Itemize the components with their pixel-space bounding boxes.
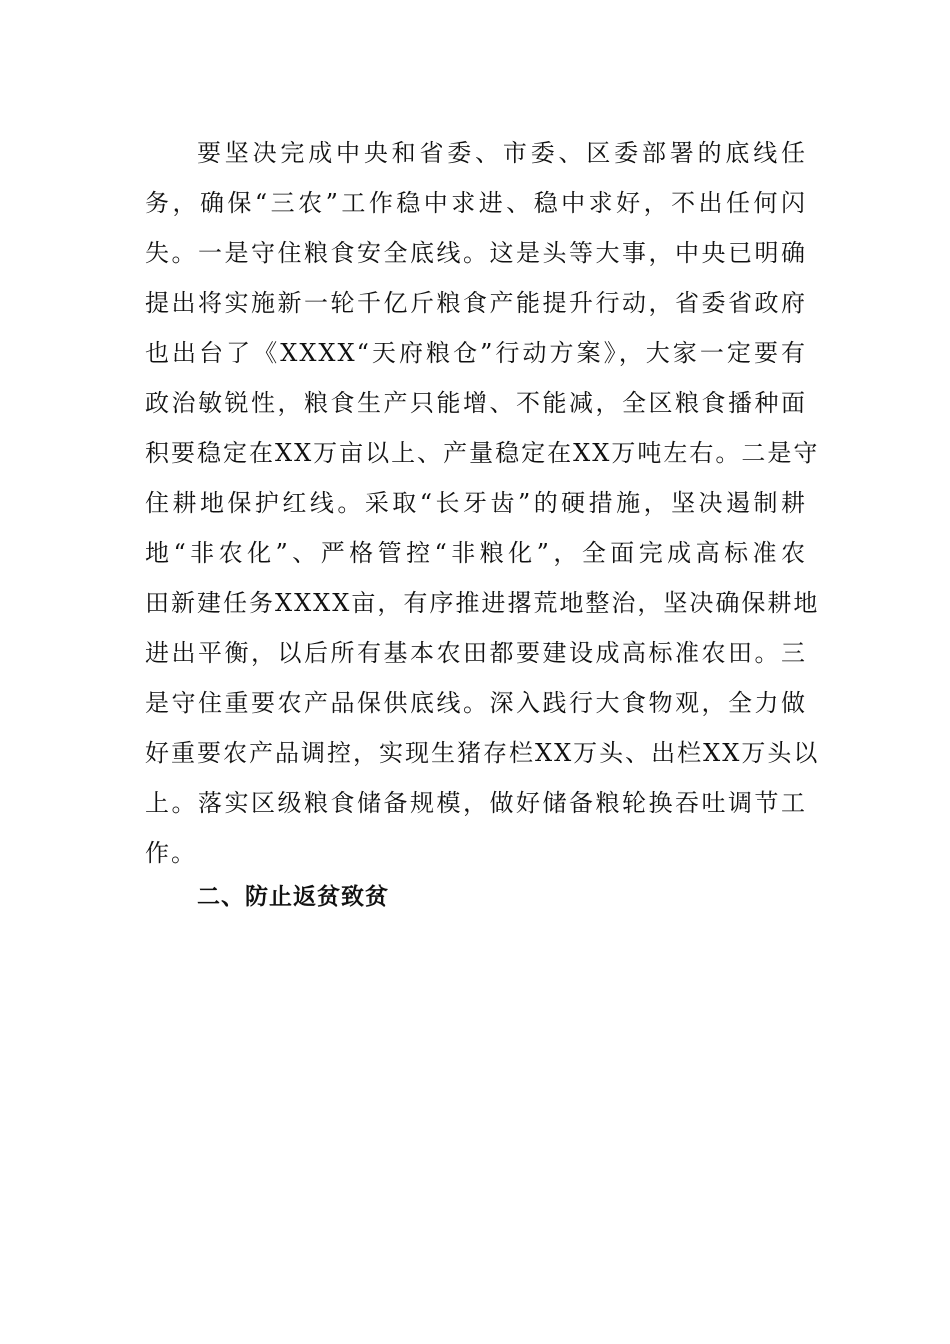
paragraph-line: 住耕地保护红线。采取“长牙齿”的硬措施，坚决遏制耕	[145, 489, 807, 517]
paragraph-line: 作。	[145, 839, 197, 867]
paragraph-line: 积要稳定在XX万亩以上、产量稳定在XX万吨左右。二是守	[145, 439, 820, 467]
paragraph-line: 提出将实施新一轮千亿斤粮食产能提升行动，省委省政府	[145, 289, 807, 317]
paragraph-line: 上。落实区级粮食储备规模，做好储备粮轮换吞吐调节工	[145, 789, 807, 817]
body-paragraph	[145, 128, 820, 878]
paragraph-line: 务，确保“三农”工作稳中求进、稳中求好，不出任何闪	[145, 189, 807, 217]
section-heading: 二、防止返贫致贫	[197, 884, 389, 910]
paragraph-line: 政治敏锐性，粮食生产只能增、不能减，全区粮食播种面	[145, 389, 807, 417]
paragraph-line: 是守住重要农产品保供底线。深入践行大食物观，全力做	[145, 689, 807, 717]
paragraph-line: 地“非农化”、严格管控“非粮化”，全面完成高标准农	[145, 539, 807, 567]
paragraph-line: 进出平衡，以后所有基本农田都要建设成高标准农田。三	[145, 639, 807, 667]
paragraph-line: 好重要农产品调控，实现生猪存栏XX万头、出栏XX万头以	[145, 739, 820, 767]
paragraph-line: 失。一是守住粮食安全底线。这是头等大事，中央已明确	[145, 239, 807, 267]
paragraph-line: 要坚决完成中央和省委、市委、区委部署的底线任	[197, 139, 807, 167]
paragraph-line: 也出台了《XXXX“天府粮仓”行动方案》，大家一定要有	[145, 339, 807, 367]
paragraph-line: 田新建任务XXXX亩，有序推进撂荒地整治，坚决确保耕地	[145, 589, 820, 617]
